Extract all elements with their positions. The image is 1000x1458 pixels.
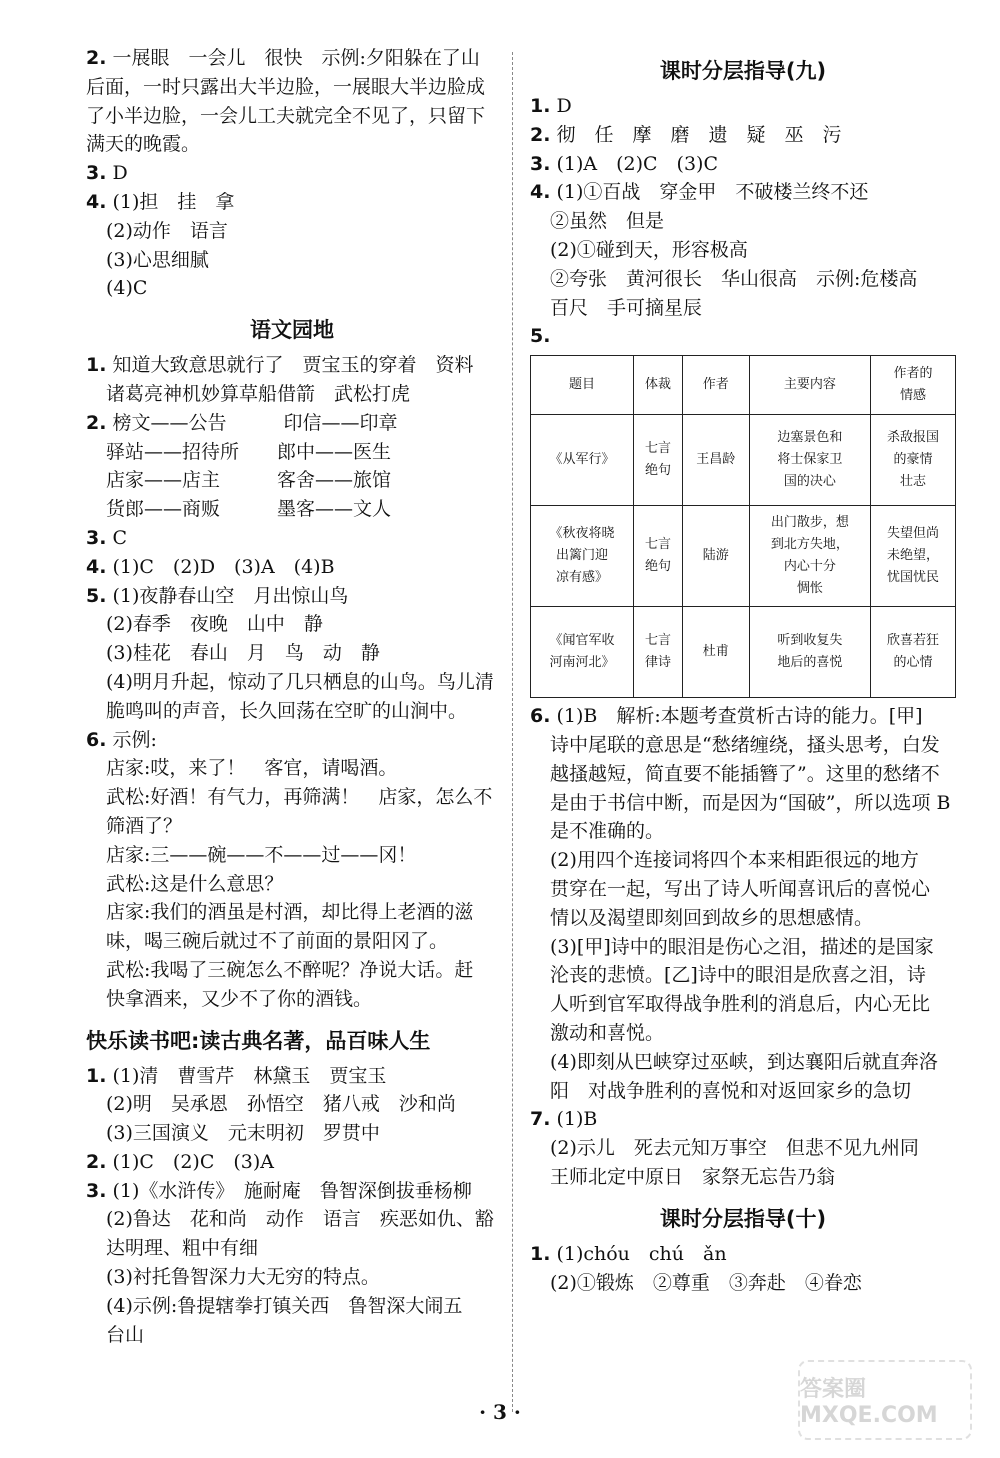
answer-text: 贯穿在一起，写出了诗人听闻喜讯后的喜悦心 — [550, 877, 931, 900]
left-column — [86, 44, 498, 1349]
answer-text: (4)即刻从巴峡穿过巫峡，到达襄阳后就直奔洛 — [550, 1050, 938, 1073]
answer-line — [86, 1148, 498, 1177]
answer-line — [530, 236, 956, 265]
answer-text: 店家:我们的酒虽是村酒，却比得上老酒的滋 — [106, 901, 474, 924]
answer-line — [86, 188, 498, 217]
question-number: 1. — [530, 95, 551, 117]
answer-text: (3)心思细腻 — [106, 248, 209, 271]
answer-text: (1)担 挂 拿 — [112, 190, 235, 213]
answer-line — [86, 927, 498, 956]
answer-text: 沦丧的悲愤。[乙]诗中的眼泪是欣喜之泪，诗 — [550, 964, 926, 987]
question-number: 5. — [530, 325, 551, 348]
answer-text: 味，喝三碗后就过不了前面的景阳冈了。 — [106, 930, 449, 953]
table-cell: 听到收复失 地后的喜悦 — [749, 607, 870, 698]
answer-line — [86, 44, 498, 73]
answer-text: 示例: — [112, 728, 157, 751]
works-table — [530, 355, 956, 698]
answer-line — [86, 524, 498, 553]
answer-text: 店家:三——碗——不——过——冈！ — [106, 843, 417, 866]
question-number: 7. — [530, 1108, 551, 1131]
answer-line — [86, 274, 498, 303]
answer-line — [530, 1105, 956, 1134]
answer-text: (2)①碰到天，形容极高 — [550, 238, 748, 261]
section-heading: 快乐读书吧:读古典名著，品百味人生 — [86, 1028, 431, 1053]
answer-text: (2)动作 语言 — [106, 219, 228, 242]
answer-line — [86, 668, 498, 697]
answer-text: 筛酒了？ — [106, 814, 183, 837]
answer-line — [530, 1077, 956, 1106]
question-number: 3. — [530, 152, 551, 175]
answer-line — [530, 1269, 956, 1298]
answer-text: (3)衬托鲁智深力大无穷的特点。 — [106, 1266, 380, 1289]
table-header: 作者 — [682, 356, 749, 415]
answer-text: (1)《水浒传》 施耐庵 鲁智深倒拔垂杨柳 — [112, 1179, 472, 1202]
page-number: · 3 · — [479, 1400, 521, 1424]
section-heading: 课时分层指导(十) — [659, 1206, 827, 1231]
answer-line — [530, 961, 956, 990]
question-number: 4. — [86, 190, 107, 213]
question-number: 4. — [530, 181, 551, 204]
answer-text: 是不准确的。 — [550, 820, 665, 843]
answer-text: (3)桂花 春山 月 鸟 动 静 — [106, 642, 380, 665]
question-number: 2. — [86, 1150, 107, 1173]
answer-line — [86, 159, 498, 188]
table-cell: 陆游 — [682, 506, 749, 607]
answer-text: (4)示例:鲁提辖拳打镇关西 鲁智深大闹五 — [106, 1294, 463, 1317]
answer-text: 武松:好酒！有气力，再筛满！ 店家，怎么不 — [106, 786, 493, 809]
table-header: 作者的 情感 — [870, 356, 955, 415]
answer-text: 诗中尾联的意思是“愁绪缠绕，搔头思考，白发 — [550, 733, 940, 756]
answer-text: 货郎——商贩 墨客——文人 — [106, 498, 392, 521]
table-cell: 边塞景色和 将士保家卫 国的决心 — [749, 415, 870, 506]
answer-line — [86, 1292, 498, 1321]
answer-line — [86, 783, 498, 812]
answer-line — [86, 639, 498, 668]
answer-line — [530, 1240, 956, 1269]
answer-text: (1)清 曹雪芹 林黛玉 贾宝玉 — [112, 1064, 387, 1087]
table-row — [531, 506, 956, 607]
answer-line — [530, 322, 956, 351]
answer-line — [530, 265, 956, 294]
question-number: 1. — [86, 354, 107, 377]
answer-line — [530, 294, 956, 323]
answer-line — [86, 1062, 498, 1091]
answer-text: (4)明月升起，惊动了几只栖息的山鸟。鸟儿清 — [106, 670, 494, 693]
question-number: 1. — [86, 1064, 107, 1087]
answer-text: (2)用四个连接词将四个本来相距很远的地方 — [550, 849, 919, 872]
answer-text: ②夸张 黄河很长 华山很高 示例:危楼高 — [550, 267, 918, 290]
answer-text: (1)B — [556, 1108, 598, 1131]
table-header: 体裁 — [634, 356, 683, 415]
answer-text: 人听到官军取得战争胜利的消息后，内心无比 — [550, 993, 931, 1016]
answer-line — [530, 1134, 956, 1163]
answer-text: (2)明 吴承恩 孙悟空 猪八戒 沙和尚 — [106, 1093, 456, 1116]
question-number: 2. — [530, 123, 551, 146]
answer-text: (1)夜静春山空 月出惊山鸟 — [112, 584, 349, 607]
answer-text: (1)C (2)D (3)A (4)B — [112, 555, 335, 578]
answer-line — [86, 610, 498, 639]
answer-line — [86, 1090, 498, 1119]
table-cell: 《从军行》 — [531, 415, 634, 506]
answer-line — [86, 102, 498, 131]
answer-text: 榜文——公告 印信——印章 — [112, 411, 398, 434]
answer-text: 后面，一时只露出大半边脸，一展眼大半边脸成 — [86, 75, 486, 98]
table-cell: 杜甫 — [682, 607, 749, 698]
answer-line — [86, 130, 498, 159]
table-cell: 《秋夜将晓 出篱门迎 凉有感》 — [531, 506, 634, 607]
table-cell: 出门散步，想 到北方失地， 内心十分 惆怅 — [749, 506, 870, 607]
right-column — [530, 44, 956, 1297]
answer-text: (3)三国演义 元末明初 罗贯中 — [106, 1122, 380, 1145]
answer-line — [86, 697, 498, 726]
answer-line — [530, 1163, 956, 1192]
table-cell: 失望但尚 未绝望， 忧国忧民 — [870, 506, 955, 607]
answer-line — [86, 1177, 498, 1206]
section-heading: 语文园地 — [250, 318, 334, 343]
answer-line — [86, 812, 498, 841]
answer-line — [530, 150, 956, 179]
answer-text: ②虽然 但是 — [550, 210, 665, 233]
answer-text: (3)[甲]诗中的眼泪是伤心之泪，描述的是国家 — [550, 935, 934, 958]
answer-line — [530, 760, 956, 789]
question-number: 2. — [86, 411, 107, 434]
table-row — [531, 415, 956, 506]
answer-text: 店家:哎，来了！ 客官，请喝酒。 — [106, 757, 398, 780]
answer-text: 了小半边脸，一会儿工夫就完全不见了，只留下 — [86, 104, 486, 127]
answer-line — [530, 904, 956, 933]
answer-text: 满天的晚霞。 — [86, 133, 201, 156]
answer-text: (2)春季 夜晚 山中 静 — [106, 613, 323, 636]
question-number: 2. — [86, 47, 107, 69]
answer-line — [86, 246, 498, 275]
answer-text: 王师北定中原日 家祭无忘告乃翁 — [550, 1165, 836, 1188]
answer-line — [530, 121, 956, 150]
question-number: 3. — [86, 526, 107, 549]
answer-line — [86, 841, 498, 870]
answer-line — [86, 870, 498, 899]
table-cell: 七言 律诗 — [634, 607, 683, 698]
table-row — [531, 607, 956, 698]
answer-line — [86, 1234, 498, 1263]
question-number: 1. — [530, 1242, 551, 1265]
answer-text: (1)B 解析:本题考查赏析古诗的能力。[甲] — [556, 705, 923, 728]
table-cell: 七言 绝句 — [634, 506, 683, 607]
answer-text: 脆鸣叫的声音，长久回荡在空旷的山涧中。 — [106, 699, 468, 722]
answer-line — [86, 898, 498, 927]
answer-text: (2)①锻炼 ②尊重 ③奔赴 ④眷恋 — [550, 1271, 862, 1294]
question-number: 4. — [86, 555, 107, 578]
answer-text: 知道大致意思就行了 贾宝玉的穿着 资料 — [112, 354, 474, 377]
watermark-logo: 答案圈 MXQE.COM — [798, 1360, 972, 1440]
answer-text: (2)鲁达 花和尚 动作 语言 疾恶如仇、豁 — [106, 1208, 494, 1231]
answer-text: 达明理、粗中有细 — [106, 1237, 259, 1260]
table-cell: 《闻官军收 河南河北》 — [531, 607, 634, 698]
answer-text: (4)C — [106, 277, 148, 300]
answer-text: 诸葛亮神机妙算草船借箭 武松打虎 — [106, 382, 411, 405]
answer-text: D — [556, 95, 572, 117]
answer-line — [86, 217, 498, 246]
answer-text: (1)chóu chú ǎn — [556, 1242, 727, 1265]
section-heading: 课时分层指导(九) — [659, 59, 827, 83]
table-cell: 杀敌报国 的豪情 壮志 — [870, 415, 955, 506]
answer-line — [86, 582, 498, 611]
answer-line — [86, 1205, 498, 1234]
answer-line — [530, 875, 956, 904]
answer-text: 快拿酒来，又少不了你的酒钱。 — [106, 987, 373, 1010]
question-number: 3. — [86, 1179, 107, 1202]
answer-text: (1)C (2)C (3)A — [112, 1150, 274, 1173]
answer-line — [530, 933, 956, 962]
answer-text: 店家——店主 客舍——旅馆 — [106, 469, 392, 492]
answer-line — [86, 351, 498, 380]
answer-text: 武松:这是什么意思？ — [106, 872, 284, 895]
answer-line — [530, 702, 956, 731]
answer-line — [530, 207, 956, 236]
table-header: 主要内容 — [749, 356, 870, 415]
answer-text: D — [112, 162, 128, 185]
answer-text: C — [112, 526, 127, 549]
answer-text: 武松:我喝了三碗怎么不醉呢？净说大话。赶 — [106, 958, 474, 981]
answer-line — [530, 1048, 956, 1077]
answer-line — [86, 438, 498, 467]
table-cell: 欣喜若狂 的心情 — [870, 607, 955, 698]
answer-text: 一展眼 一会儿 很快 示例:夕阳躲在了山 — [112, 47, 480, 69]
answer-text: 阳 对战争胜利的喜悦和对返回家乡的急切 — [550, 1079, 912, 1102]
question-number: 3. — [86, 162, 107, 185]
answer-text: (1)A (2)C (3)C — [556, 152, 718, 175]
answer-line — [86, 726, 498, 755]
answer-line — [530, 846, 956, 875]
answer-line — [86, 466, 498, 495]
answer-line — [86, 380, 498, 409]
table-header: 题目 — [531, 356, 634, 415]
answer-line — [530, 789, 956, 818]
answer-text: 百尺 手可摘星辰 — [550, 296, 703, 319]
answer-line — [530, 731, 956, 760]
answer-line — [86, 985, 498, 1014]
answer-line — [86, 1119, 498, 1148]
table-cell: 七言 绝句 — [634, 415, 683, 506]
question-number: 6. — [86, 728, 107, 751]
answer-text: 台山 — [106, 1323, 145, 1346]
question-number: 6. — [530, 705, 551, 728]
answer-line — [86, 1263, 498, 1292]
answer-line — [86, 956, 498, 985]
answer-line — [86, 553, 498, 582]
answer-line — [86, 1321, 498, 1350]
answer-text: (1)①百战 穿金甲 不破楼兰终不还 — [556, 181, 869, 204]
answer-text: 彻 任 摩 磨 遗 疑 巫 污 — [556, 123, 842, 146]
table-cell: 王昌龄 — [682, 415, 749, 506]
answer-line — [86, 73, 498, 102]
answer-line — [530, 817, 956, 846]
answer-text: 激动和喜悦。 — [550, 1021, 665, 1044]
question-number: 5. — [86, 584, 107, 607]
answer-text: 越搔越短，简直要不能插簪了”。这里的愁绪不 — [550, 762, 940, 785]
answer-line — [530, 92, 956, 121]
column-divider — [512, 52, 513, 1412]
answer-line — [86, 495, 498, 524]
answer-text: (2)示儿 死去元知万事空 但悲不见九州同 — [550, 1137, 919, 1160]
answer-line — [530, 990, 956, 1019]
answer-text: 是由于书信中断，而是因为“国破”，所以选项 B — [550, 791, 951, 814]
answer-line — [86, 409, 498, 438]
answer-text: 情以及渴望即刻回到故乡的思想感情。 — [550, 906, 874, 929]
answer-line — [530, 1019, 956, 1048]
answer-line — [530, 178, 956, 207]
answer-text: 驿站——招待所 郎中——医生 — [106, 440, 392, 463]
answer-line — [86, 754, 498, 783]
